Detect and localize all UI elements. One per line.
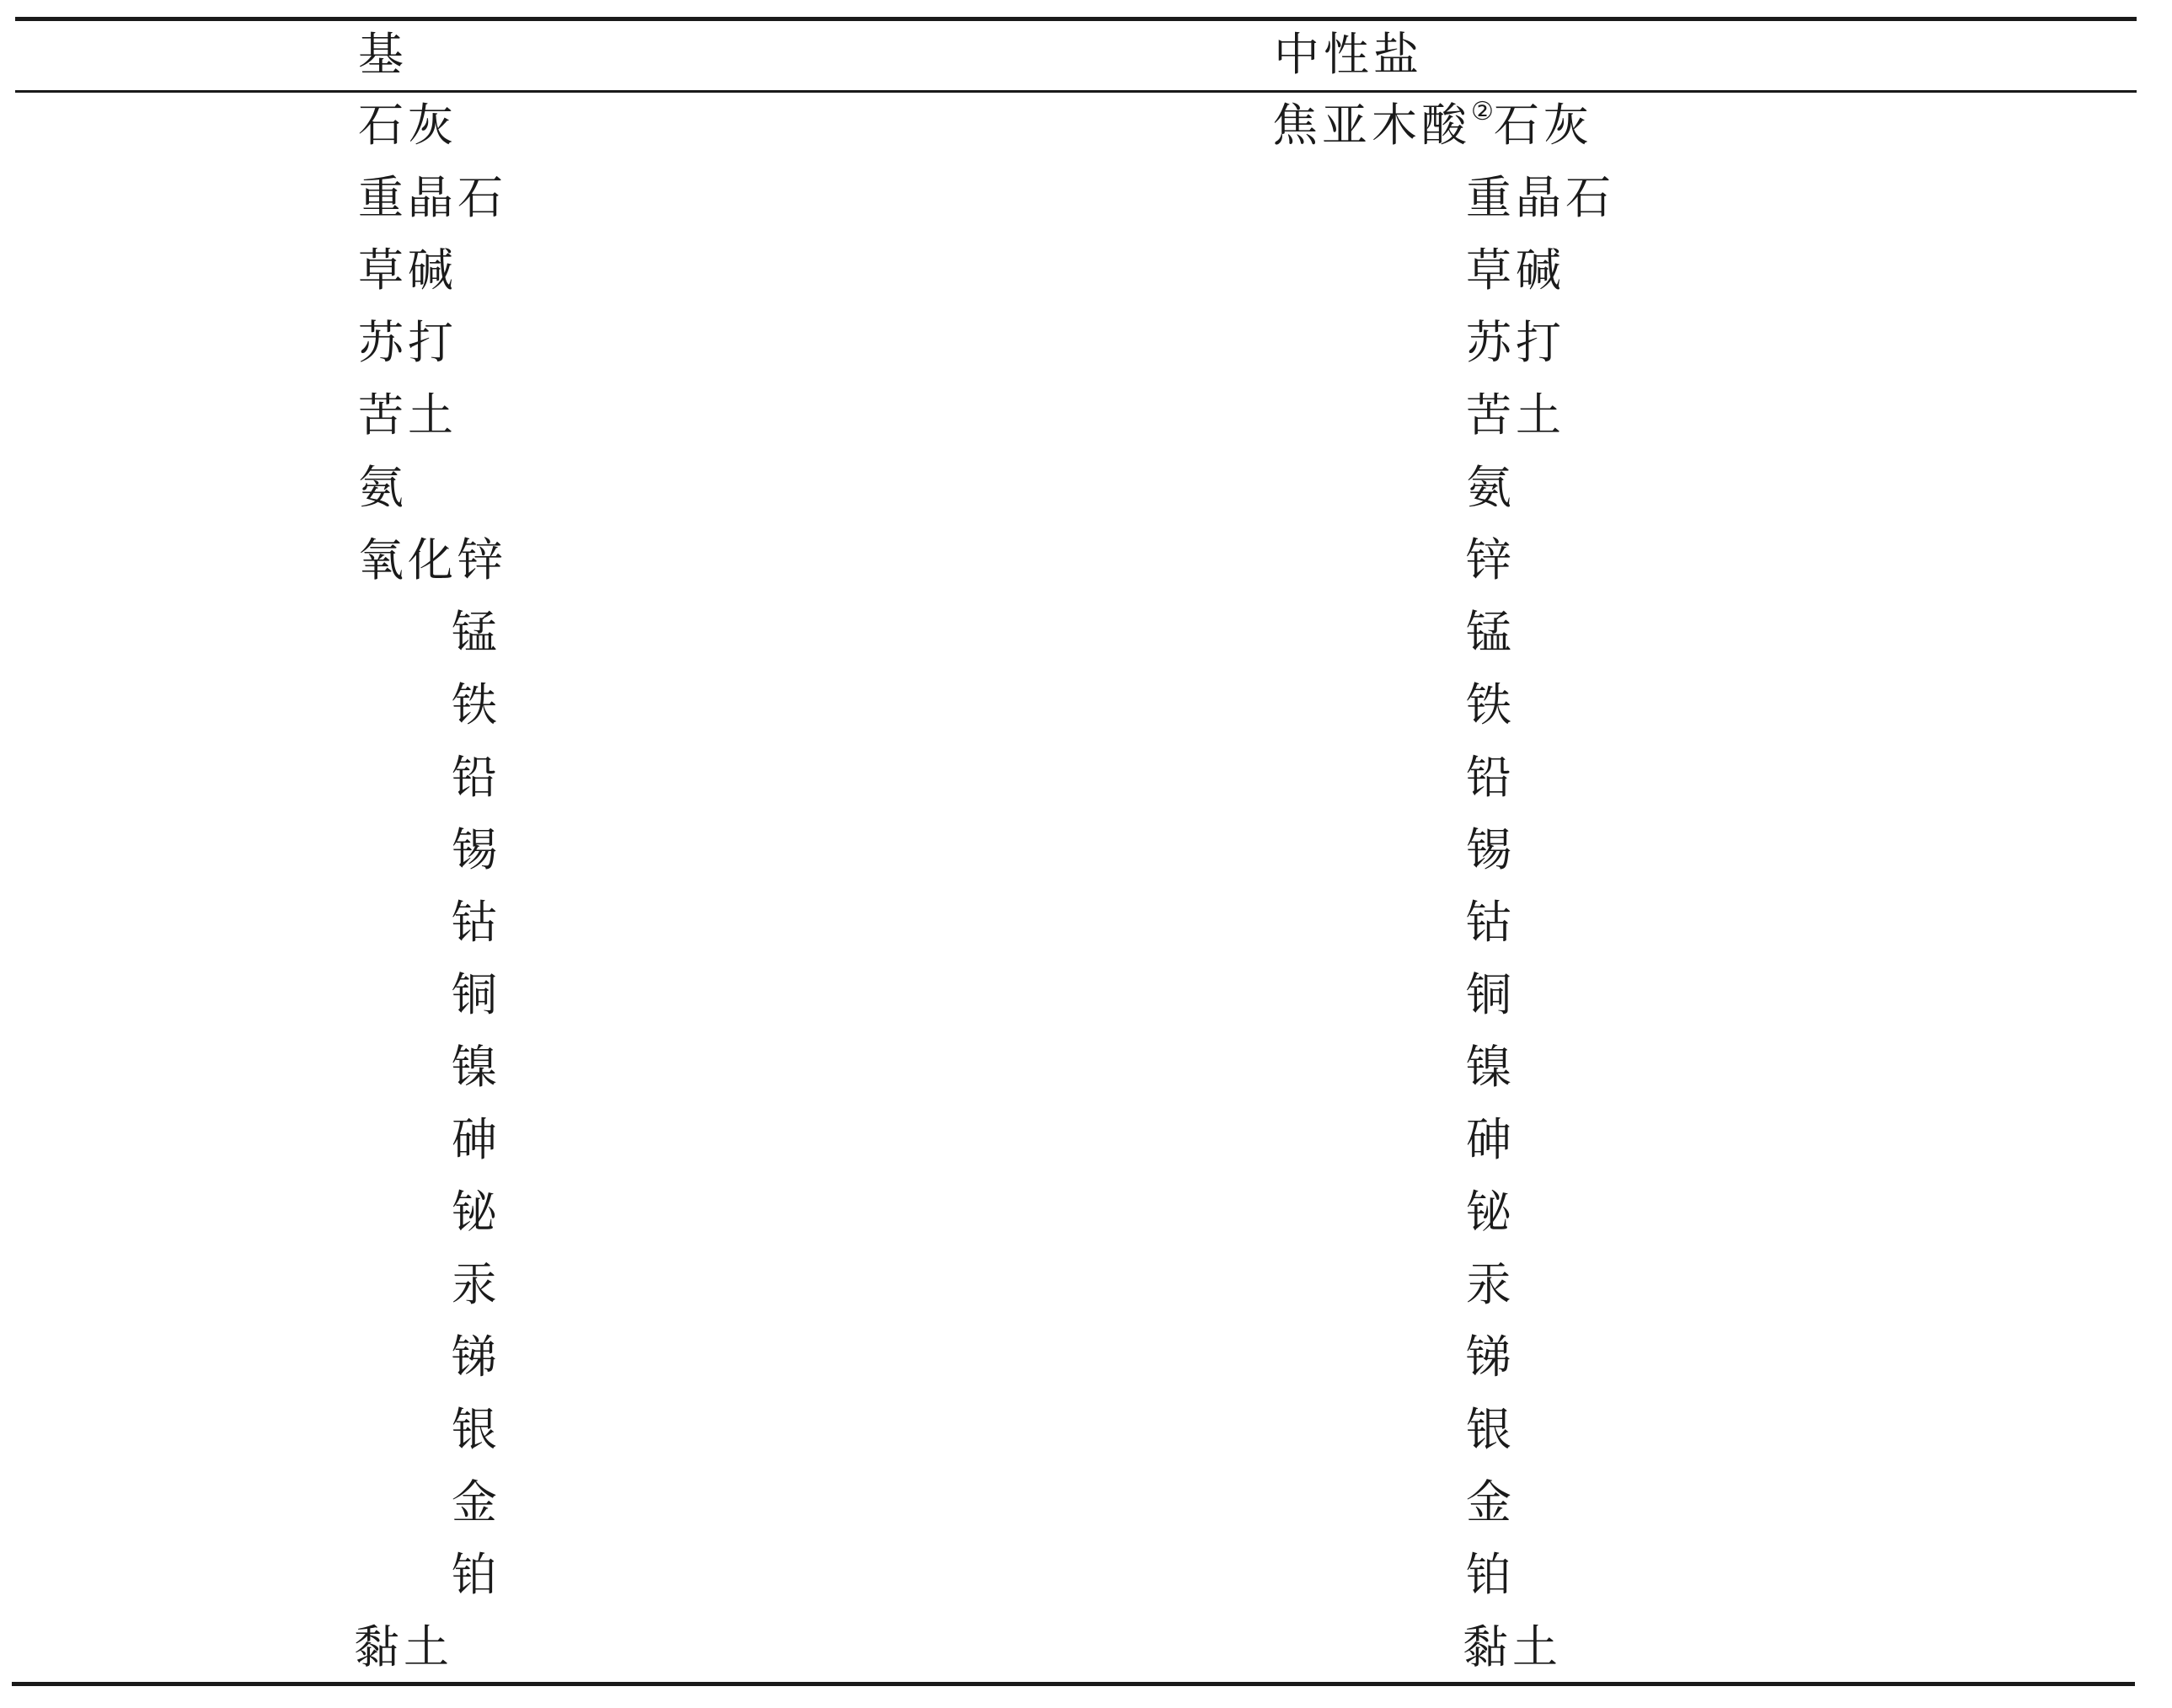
base-cell: 铋 [452, 1186, 501, 1239]
table-header-rule [15, 90, 2137, 93]
salt-cell: 钴 [1466, 896, 1516, 949]
base-cell: 汞 [452, 1258, 501, 1311]
base-cell: 黏土 [354, 1620, 453, 1673]
base-cell: 草碱 [358, 244, 457, 297]
base-cell: 锑 [452, 1331, 501, 1384]
base-cell: 砷 [452, 1113, 501, 1166]
base-cell: 锰 [452, 606, 501, 659]
salt-cell: 重晶石 [1466, 171, 1615, 224]
base-cell: 苏打 [358, 316, 457, 369]
salt-cell: 铅 [1466, 751, 1516, 804]
salt-cell: 铜 [1466, 968, 1516, 1021]
table-top-rule [15, 17, 2137, 21]
salt-cell: 铋 [1466, 1186, 1516, 1239]
salt-cell: 铂 [1466, 1548, 1516, 1601]
base-cell: 银 [452, 1403, 501, 1456]
column-header-base: 基 [358, 28, 408, 81]
salt-cell: 黏土 [1463, 1620, 1562, 1673]
base-cell: 氨 [358, 461, 408, 514]
salt-cell: 镍 [1466, 1041, 1516, 1094]
salt-cell: 铁 [1466, 678, 1516, 731]
salt-cell-tail: 石灰 [1493, 99, 1593, 152]
base-cell: 铜 [452, 968, 501, 1021]
salt-cell: 锌 [1466, 533, 1516, 586]
base-cell: 金 [452, 1475, 501, 1529]
column-header-neutral-salt: 中性盐 [1274, 28, 1423, 81]
base-cell: 铂 [452, 1548, 501, 1601]
base-cell: 苦土 [358, 388, 457, 442]
salt-cell: 锰 [1466, 606, 1516, 659]
salt-cell: 锑 [1466, 1331, 1516, 1384]
salt-cell [1272, 97, 1593, 152]
footnote-marker: ② [1471, 97, 1494, 126]
base-cell: 石灰 [358, 99, 457, 152]
salt-cell: 汞 [1466, 1258, 1516, 1311]
salt-cell: 砷 [1466, 1113, 1516, 1166]
salt-cell: 金 [1466, 1475, 1516, 1529]
salt-cell: 苏打 [1466, 316, 1565, 369]
salt-cell: 锡 [1466, 823, 1516, 876]
base-cell: 铅 [452, 751, 501, 804]
base-cell: 重晶石 [358, 171, 507, 224]
salt-cell: 氨 [1466, 461, 1516, 514]
salt-cell: 银 [1466, 1403, 1516, 1456]
base-cell: 锡 [452, 823, 501, 876]
salt-cell: 苦土 [1466, 388, 1565, 442]
base-cell: 铁 [452, 678, 501, 731]
table-bottom-rule [12, 1682, 2135, 1686]
base-cell: 镍 [452, 1041, 501, 1094]
base-cell: 氧化锌 [358, 533, 507, 586]
salt-cell: 草碱 [1466, 244, 1565, 297]
salt-cell-text: 焦亚木酸 [1272, 99, 1471, 152]
base-cell: 钴 [452, 896, 501, 949]
